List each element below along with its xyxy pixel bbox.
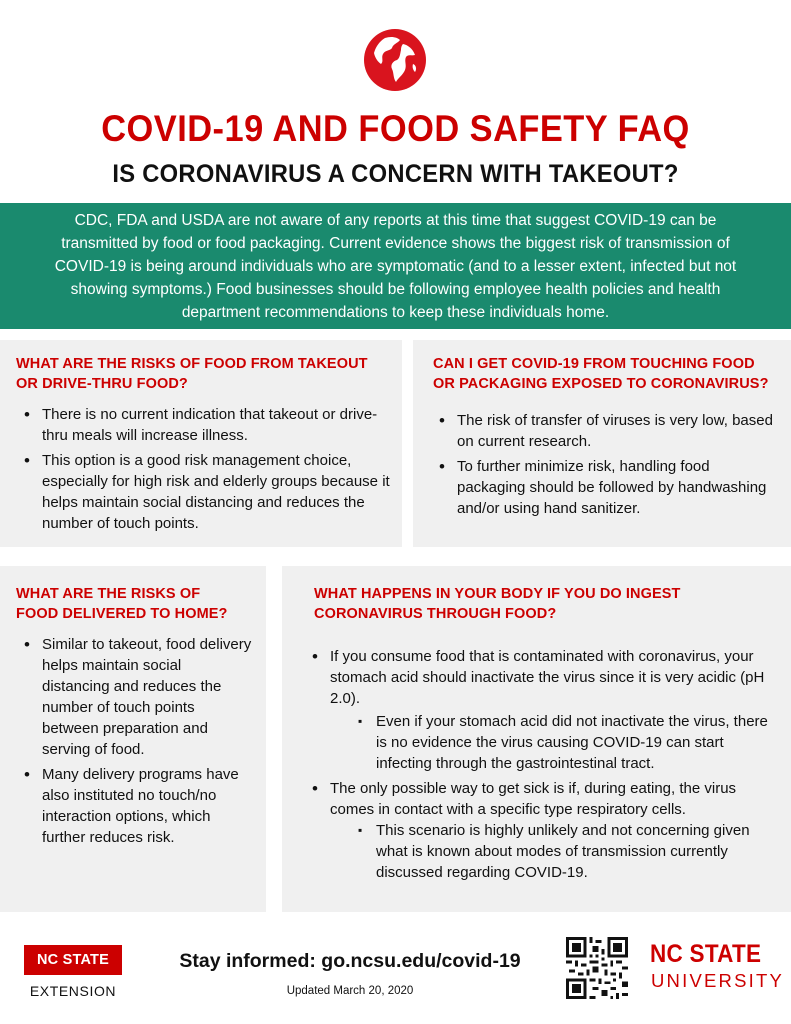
delivered-panel xyxy=(0,566,266,912)
takeout-heading-line-1: WHAT ARE THE RISKS OF FOOD FROM TAKEOUT xyxy=(16,356,368,372)
page-subtitle: IS CORONAVIRUS A CONCERN WITH TAKEOUT? xyxy=(112,160,679,188)
intro-text: CDC, FDA and USDA are not aware of any reports at this time that suggest COVID-19 can be transmitted by food or food packaging. Current evidence shows the biggest risk of transmission of COVID-19 is being around individuals who are symptomatic (and to a lesser extent, infected but not showing symptoms.) Food businesses should be following employee health policies and health department recommendations to keep these individuals home. xyxy=(54,212,737,321)
takeout-panel xyxy=(0,340,402,547)
ingest-sublist-1 xyxy=(354,711,778,774)
qr-code-icon[interactable] xyxy=(566,937,628,999)
sub-list-item: ▪ This scenario is highly unlikely and not concerning given what is known about modes of transmission currently discussed regarding COVID-19. xyxy=(354,820,778,883)
touching-heading-line-2: OR PACKAGING EXPOSED TO CORONAVIRUS? xyxy=(433,376,769,392)
takeout-list xyxy=(22,404,392,538)
takeout-heading-line-2: OR DRIVE-THRU FOOD? xyxy=(16,376,188,392)
extension-logo[interactable]: NC STATE xyxy=(24,945,122,975)
delivered-heading-line-1: WHAT ARE THE RISKS OF xyxy=(16,586,201,602)
page-title: COVID-19 AND FOOD SAFETY FAQ xyxy=(101,108,690,149)
ingest-heading-line-2: CORONAVIRUS THROUGH FOOD? xyxy=(314,606,557,622)
list-item: • There is no current indication that takeout or drive-thru meals will increase illness. xyxy=(22,404,392,446)
takeout-heading xyxy=(16,354,368,394)
list-item xyxy=(310,778,778,883)
sub-list-item: ▪ Even if your stomach acid did not inactivate the virus, there is no evidence the virus causing COVID-19 can start infecting through the gastrointestinal tract. xyxy=(354,711,778,774)
ingest-list xyxy=(310,646,778,887)
extension-logo-label: EXTENSION xyxy=(29,983,117,999)
list-item: • To further minimize risk, handling food packaging should be followed by handwashing and/or using hand sanitizer. xyxy=(437,456,777,519)
delivered-heading xyxy=(16,584,228,624)
touching-list xyxy=(437,410,777,523)
updated-date: Updated March 20, 2020 xyxy=(286,985,414,997)
globe-icon xyxy=(363,28,427,92)
touching-heading xyxy=(433,354,769,394)
list-item: • This option is a good risk management choice, especially for high risk and elderly groups because it helps maintain social distancing and reduces the number of touch points. xyxy=(22,450,392,534)
delivered-heading-line-2: FOOD DELIVERED TO HOME? xyxy=(16,606,228,622)
ingest-bullet-2-text: The only possible way to get sick is if, during eating, the virus comes in contact with a specific type respiratory cells. xyxy=(330,780,737,818)
touching-panel xyxy=(413,340,791,547)
intro-banner xyxy=(0,203,791,329)
university-logo-sub: UNIVERSITY xyxy=(651,970,785,991)
university-logo-name[interactable]: NC STATE xyxy=(650,940,762,968)
ingest-heading-line-1: WHAT HAPPENS IN YOUR BODY IF YOU DO INGEST xyxy=(314,586,681,602)
list-item: • Similar to takeout, food delivery helps maintain social distancing and reduces the number of touch points between preparation and serving of food. xyxy=(22,634,252,760)
list-item: • The risk of transfer of viruses is very low, based on current research. xyxy=(437,410,777,452)
touching-heading-line-1: CAN I GET COVID-19 FROM TOUCHING FOOD xyxy=(433,356,755,372)
stay-informed-link[interactable]: Stay informed: go.ncsu.edu/covid-19 xyxy=(179,950,521,972)
ingest-sublist-2 xyxy=(354,820,778,883)
ingest-heading xyxy=(314,584,680,624)
ingest-panel xyxy=(282,566,791,912)
ingest-bullet-1-text: If you consume food that is contaminated with coronavirus, your stomach acid should inactivate the virus since it is very acidic (pH 2.0). xyxy=(330,648,765,707)
list-item xyxy=(310,646,778,774)
delivered-list xyxy=(22,634,252,852)
list-item: • Many delivery programs have also instituted no touch/no interaction options, which further reduces risk. xyxy=(22,764,252,848)
